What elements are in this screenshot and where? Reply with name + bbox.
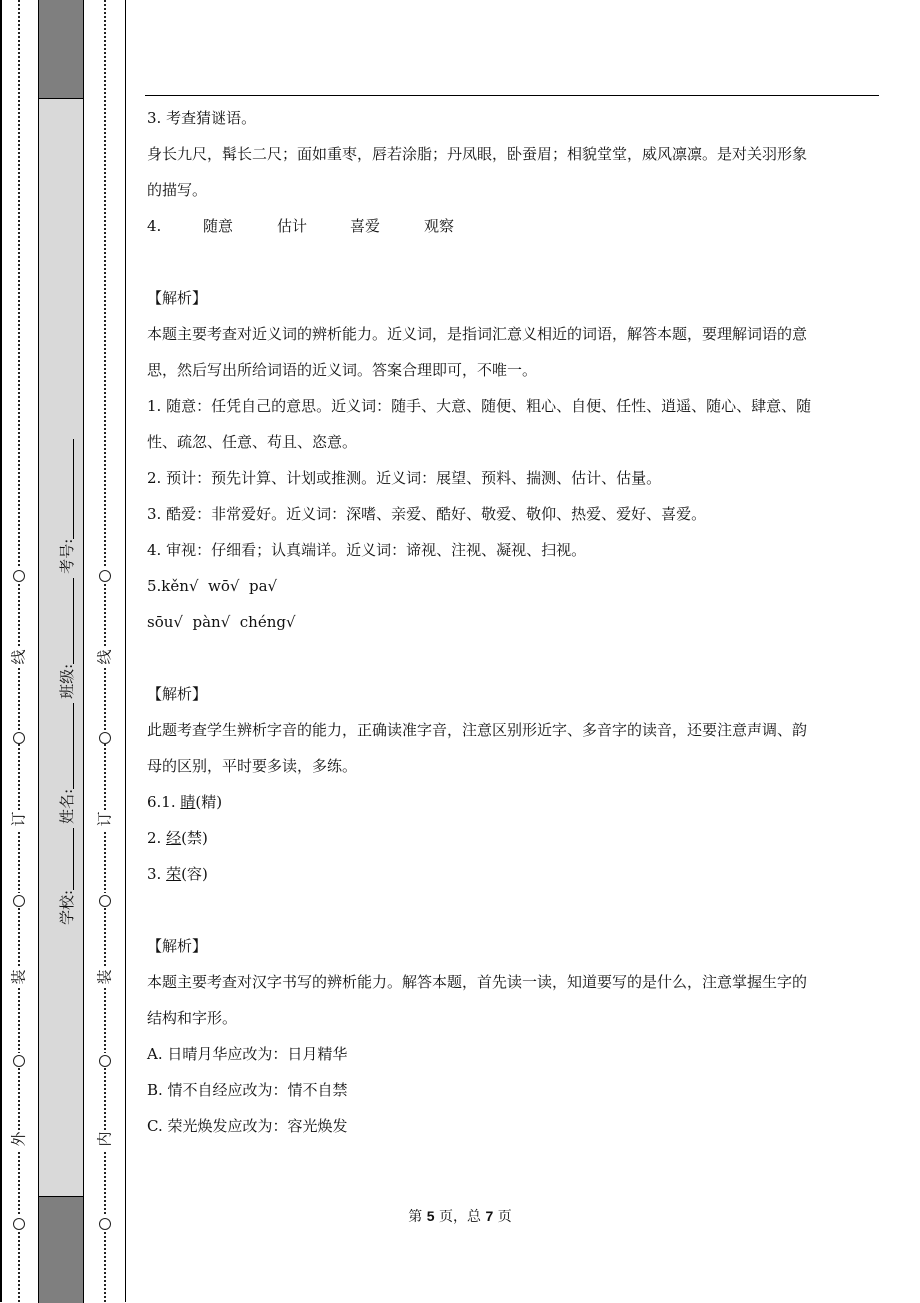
wrong-char: 经 <box>166 829 182 847</box>
analysis-2-line-2: 母的区别，平时要多读，多练。 <box>147 757 358 775</box>
binding-margin <box>0 0 128 1302</box>
correction-option-c: C. 荣光焕发应改为：容光焕发 <box>147 1117 348 1135</box>
page-total: 7 <box>485 1208 494 1224</box>
inner-word-xian: 线 <box>95 648 115 668</box>
page-edge-line <box>0 0 2 1302</box>
q6-item-1: 6.1. 睛(精) <box>147 793 223 811</box>
inner-circle-icon <box>95 893 115 907</box>
correction-option-b: B. 情不自经应改为：情不自禁 <box>147 1081 348 1099</box>
q4-word: 观察 <box>424 217 455 235</box>
analysis-1-line-1: 本题主要考查对近义词的辨析能力。近义词，是指词汇意义相近的词语，解答本题，要理解词语的意 <box>147 325 808 343</box>
wrong-char: 睛 <box>180 793 196 811</box>
inner-word-ding: 订 <box>95 810 115 830</box>
outer-word-zhuang: 装 <box>9 968 29 988</box>
q4-word: 估计 <box>277 217 308 235</box>
answer-content <box>147 100 869 1144</box>
outer-word-wai: 外 <box>9 1130 29 1150</box>
synonym-item-1b: 性、疏忽、任意、苟且、恣意。 <box>147 433 358 451</box>
q4-word: 喜爱 <box>350 217 381 235</box>
q4-answer-row <box>147 208 869 244</box>
synonym-item-1a: 1. 随意：任凭自己的意思。近义词：随手、大意、随便、粗心、自便、任性、逍遥、随心、肆意、随 <box>147 397 812 415</box>
q3-text-line-1: 身长九尺，髯长二尺；面如重枣，唇若涂脂；丹凤眼，卧蚕眉；相貌堂堂，威风凛凛。是对关羽形象 <box>147 145 808 163</box>
inner-circle-icon <box>95 1053 115 1067</box>
correction-option-a: A. 日晴月华应改为：日月精华 <box>147 1045 348 1063</box>
synonym-item-4: 4. 审视：仔细看；认真端详。近义词：谛视、注视、凝视、扫视。 <box>147 541 587 559</box>
synonym-item-3: 3. 酷爱：非常爱好。近义词：深嗜、亲爱、酷好、敬爱、敬仰、热爱、爱好、喜爱。 <box>147 505 707 523</box>
outer-word-ding: 订 <box>9 810 29 830</box>
analysis-3-line-1: 本题主要考查对汉字书写的辨析能力。解答本题，首先读一读，知道要写的是什么，注意掌握生字的 <box>147 973 808 991</box>
outer-circle-icon <box>9 730 29 744</box>
name-field[interactable] <box>59 703 74 789</box>
q3-text-line-2: 的描写。 <box>147 181 208 199</box>
q3-title: 3. 考查猜谜语。 <box>147 109 257 127</box>
class-label: 班级: <box>57 663 76 699</box>
analysis-3-line-2: 结构和字形。 <box>147 1009 238 1027</box>
analysis-heading: 【解析】 <box>147 685 208 703</box>
inner-circle-icon <box>95 568 115 582</box>
q6-item-3: 3. 荣(容) <box>147 865 208 883</box>
synonym-item-2: 2. 预计：预先计算、计划或推测。近义词：展望、预料、揣测、估计、估量。 <box>147 469 662 487</box>
analysis-heading: 【解析】 <box>147 937 208 955</box>
outer-circle-icon <box>9 1053 29 1067</box>
wrong-char: 荣 <box>166 865 182 883</box>
q4-word: 随意 <box>203 217 234 235</box>
q5-pinyin-line-2: sōu√ pàn√ chéng√ <box>147 613 296 631</box>
q5-pinyin-line-1: 5.kěn√ wō√ pa√ <box>147 577 278 595</box>
inner-circle-icon <box>95 730 115 744</box>
inner-word-nei: 内 <box>95 1130 115 1150</box>
analysis-1-line-2: 思，然后写出所给词语的近义词。答案合理即可，不唯一。 <box>147 361 538 379</box>
page-number: 5 <box>426 1208 435 1224</box>
class-field[interactable] <box>59 578 74 664</box>
header-rule <box>145 95 879 96</box>
number-field[interactable] <box>59 439 74 539</box>
outer-word-xian: 线 <box>9 648 29 668</box>
q6-item-2: 2. 经(禁) <box>147 829 208 847</box>
number-label: 考号: <box>57 538 76 574</box>
school-field[interactable] <box>59 828 74 890</box>
page-footer: 第 5 页，总 7 页 <box>408 1208 512 1225</box>
inner-word-zhuang: 装 <box>95 968 115 988</box>
analysis-heading: 【解析】 <box>147 289 208 307</box>
outer-circle-icon <box>9 893 29 907</box>
school-label: 学校: <box>57 889 76 925</box>
outer-circle-icon <box>9 568 29 582</box>
binding-inner-line <box>125 0 126 1302</box>
binding-dark-block-top <box>38 0 84 99</box>
q4-number: 4. <box>147 217 162 235</box>
name-label: 姓名: <box>57 788 76 824</box>
analysis-2-line-1: 此题考查学生辨析字音的能力，正确读准字音，注意区别形近字、多音字的读音，还要注意声调、韵 <box>147 721 808 739</box>
student-info-fields <box>51 380 81 925</box>
